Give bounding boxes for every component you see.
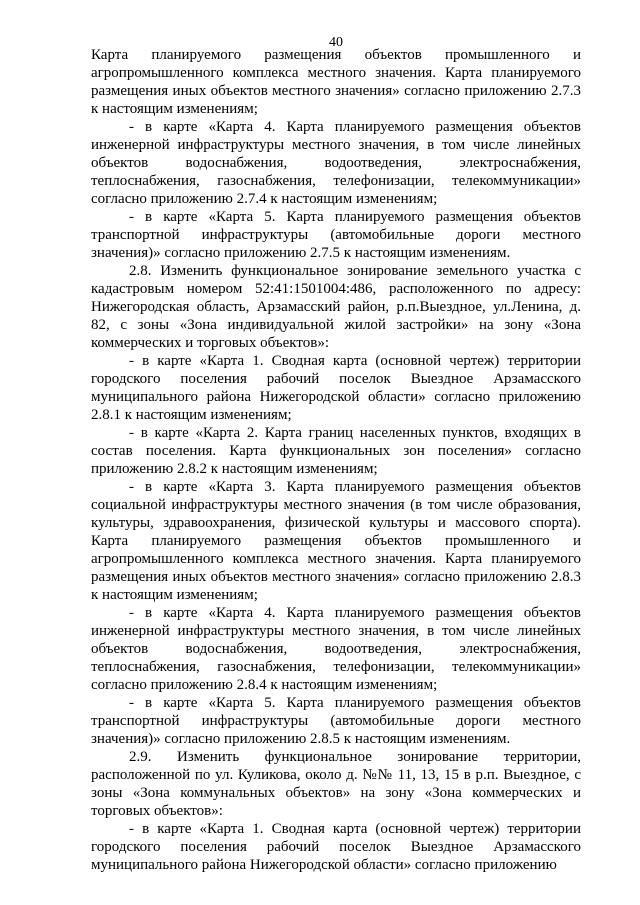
document-body [91,46,581,874]
paragraph-carry-over: Карта планируемого размещения объектов промышленного и агропромышленного комплекса местного значения. Карта планируемого размещения иных объектов местного значения» согласно приложению 2.7.3 к настоящим изменениям; [91,47,581,117]
paragraph-map-2-item-2-8: - в карте «Карта 2. Карта границ населенных пунктов, входящих в состав поселения. Карта функциональных зон поселения» согласно приложению 2.8.2 к настоящим изменениям; [91,425,581,477]
paragraph-map-4-item-2-7: - в карте «Карта 4. Карта планируемого размещения объектов инженерной инфраструктуры местного значения, в том числе линейных объектов водоснабжения, водоотведения, электроснабжения, теплоснабжения, газоснабжения, телефонизации, телекоммуникации» согласно приложению 2.7.4 к настоящим изменениям; [91,119,581,207]
paragraph-section-2-9: 2.9. Изменить функциональное зонирование территории, расположенной по ул. Куликова, около д. №№ 11, 13, 15 в р.п. Выездное, с зоны «Зона коммунальных объектов» на зону «Зона коммерческих и торговых объектов»: [91,749,581,819]
paragraph-section-2-8: 2.8. Изменить функциональное зонирование земельного участка с кадастровым номером 52:41:1501004:486, расположенного по адресу: Нижегородская область, Арзамасский район, р.п.Выездное, ул.Ленина, д. 82, с зоны «Зона индивидуальной жилой застройки» на зону «Зона коммерческих и торговых объектов»: [91,263,581,351]
paragraph-map-1-item-2-9: - в карте «Карта 1. Сводная карта (основной чертеж) территории городского поселения рабочий поселок Выездное Арзамасского муниципального района Нижегородской области» согласно приложению [91,821,581,873]
paragraph-map-1-item-2-8: - в карте «Карта 1. Сводная карта (основной чертеж) территории городского поселения рабочий поселок Выездное Арзамасского муниципального района Нижегородской области» согласно приложению 2.8.1 к настоящим изменениям; [91,353,581,423]
paragraph-map-3-item-2-8: - в карте «Карта 3. Карта планируемого размещения объектов социальной инфраструктуры местного значения (в том числе образования, культуры, здравоохранения, физической культуры и массового спорта). Карта планируемого размещения объектов промышленного и агропромышленного комплекса местного значения. Карта планируемого размещения иных объектов местного значения» согласно приложению 2.8.3 к настоящим изменениям; [91,479,581,603]
page-number: 40 [329,35,343,50]
paragraph-map-4-item-2-8: - в карте «Карта 4. Карта планируемого размещения объектов инженерной инфраструктуры местного значения, в том числе линейных объектов водоснабжения, водоотведения, электроснабжения, теплоснабжения, газоснабжения, телефонизации, телекоммуникации» согласно приложению 2.8.4 к настоящим изменениям; [91,605,581,693]
paragraph-map-5-item-2-8: - в карте «Карта 5. Карта планируемого размещения объектов транспортной инфраструктуры (автомобильные дороги местного значения)» согласно приложению 2.8.5 к настоящим изменениям. [91,695,581,747]
paragraph-map-5-item-2-7: - в карте «Карта 5. Карта планируемого размещения объектов транспортной инфраструктуры (автомобильные дороги местного значения)» согласно приложению 2.7.5 к настоящим изменениям. [91,209,581,261]
